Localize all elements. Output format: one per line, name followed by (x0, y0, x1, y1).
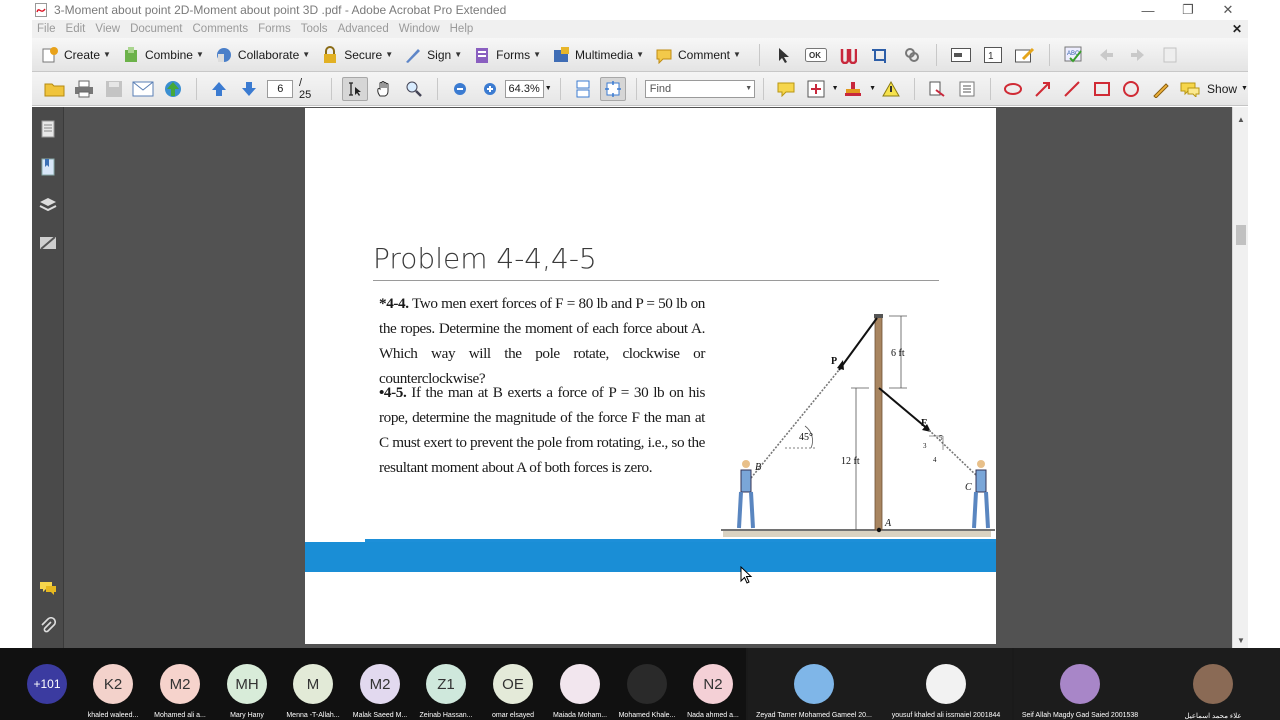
participant-name: Malak Saeed M... (352, 712, 408, 719)
forms-task-button[interactable]: Forms ▼ (472, 45, 541, 65)
label-6ft: 6 ft (891, 348, 905, 359)
avatar (794, 664, 834, 704)
forms-icon (472, 45, 492, 65)
menu-advanced[interactable]: Advanced (337, 23, 389, 35)
avatar: OE (493, 664, 533, 704)
pole-cap (874, 314, 883, 318)
scroll-thumb[interactable] (1236, 225, 1246, 245)
document-properties-icon[interactable] (1158, 43, 1182, 67)
comment-icon (654, 45, 674, 65)
participant-video-tile[interactable] (880, 648, 1012, 720)
problem-4-4-text (379, 291, 705, 391)
line-tool-icon[interactable] (1060, 77, 1086, 101)
crop-icon[interactable] (868, 43, 892, 67)
participant-name: Menna -T-Allah... (286, 712, 340, 719)
show-dropdown-icon[interactable]: ▼ (1241, 85, 1248, 92)
man-b (739, 460, 753, 528)
participant-name: Mohamed ali a... (154, 712, 206, 719)
pdf-icon (34, 3, 48, 17)
lock-icon (320, 45, 340, 65)
edit-form-icon[interactable] (1013, 43, 1037, 67)
bookmarks-panel-icon[interactable] (38, 157, 58, 177)
participant-name: yousuf khaled ali issmaiel 2001844 (891, 712, 1001, 719)
select-text-tool-icon[interactable] (342, 77, 368, 101)
participant-video-tile[interactable] (1146, 648, 1280, 720)
problem-4-4-number: *4-4. (379, 295, 409, 312)
upload-icon[interactable] (160, 77, 186, 101)
multimedia-icon (551, 45, 571, 65)
participant-tile[interactable] (80, 648, 146, 720)
menu-file[interactable]: File (37, 23, 56, 35)
point-a-marker (877, 528, 881, 532)
title-bar (32, 0, 1248, 20)
participant-name: Seif Allah Magdy Gad Saied 2001538 (1021, 712, 1139, 719)
next-view-icon[interactable] (1126, 43, 1150, 67)
participant-name: Nada ahmed a... (687, 712, 739, 719)
oval-tool-icon[interactable] (1119, 77, 1145, 101)
label-f: F (921, 418, 928, 429)
svg-text:1: 1 (987, 50, 994, 62)
participant-name: Zeinab Hassan... (419, 712, 473, 719)
sign-label: Sign (427, 47, 452, 62)
scroll-up-icon[interactable]: ▲ (1237, 114, 1245, 124)
comments-panel-icon[interactable] (38, 578, 58, 598)
rope-c (929, 430, 977, 476)
multimedia-task-button[interactable]: Multimedia ▼ (551, 45, 644, 65)
page-total: / 25 (299, 76, 312, 101)
label-p: P (831, 356, 838, 367)
participant-tile[interactable] (214, 648, 280, 720)
force-p-head (837, 360, 844, 370)
vertical-scrollbar[interactable] (1232, 107, 1248, 648)
sign-task-button[interactable]: Sign ▼ (403, 45, 462, 65)
tasks-toolbar (32, 38, 1248, 72)
secure-label: Secure (344, 47, 383, 62)
numbered-field-icon[interactable] (981, 43, 1005, 67)
cloud-tool-icon[interactable] (1001, 77, 1027, 101)
participant-name: omar elsayed (491, 712, 535, 719)
arrow-tool-icon[interactable] (1030, 77, 1056, 101)
previous-view-icon[interactable] (1094, 43, 1118, 67)
label-slope-5: 5 (939, 434, 943, 442)
label-slope-4: 4 (933, 456, 937, 464)
problem-4-5-number: •4-5. (379, 384, 407, 401)
participant-name: Zeyad Tamer Mohamed Gameel 20... (756, 712, 872, 719)
signatures-panel-icon[interactable] (38, 233, 58, 253)
page-number-input[interactable]: 6 (267, 80, 293, 98)
comment-task-button[interactable]: Comment ▼ (654, 45, 741, 65)
problem-4-5-body: If the man at B exerts a force of P = 30 lb on his rope, determine the magnitude of the force F the man at C must exert to prevent the pole from rotating, i.e., so the resultant moment about A of both forces is zero. (379, 384, 705, 476)
participant-name: khaled waleed... (87, 712, 139, 719)
fit-page-icon[interactable] (600, 77, 626, 101)
avatar (926, 664, 966, 704)
combine-icon (121, 45, 141, 65)
pdf-page (305, 108, 996, 644)
restore-button[interactable]: ❐ (1182, 2, 1194, 17)
participant-tile[interactable] (147, 648, 213, 720)
collaborate-label: Collaborate (237, 47, 300, 62)
avatar (1193, 664, 1233, 704)
participant-tile[interactable] (680, 648, 746, 720)
avatar: MH (227, 664, 267, 704)
menu-comments[interactable]: Comments (192, 23, 249, 35)
combine-label: Combine (144, 47, 193, 62)
pages-panel-icon[interactable] (38, 119, 58, 139)
label-a: A (885, 518, 892, 529)
print-icon[interactable] (72, 77, 98, 101)
participant-video-tile[interactable] (748, 648, 880, 720)
minimize-button[interactable]: — (1141, 2, 1155, 18)
create-icon (40, 45, 60, 65)
scroll-down-icon[interactable]: ▼ (1237, 635, 1245, 645)
hand-tool-icon[interactable] (372, 77, 398, 101)
attach-file-icon[interactable] (925, 77, 951, 101)
mouse-cursor-icon (740, 566, 754, 586)
select-arrow-icon[interactable] (772, 43, 796, 67)
label-c: C (965, 482, 972, 493)
label-12ft: 12 ft (841, 456, 860, 467)
man-c (974, 460, 988, 528)
menu-window[interactable]: Window (398, 23, 440, 35)
zoom-out-icon[interactable] (448, 77, 474, 101)
menu-bar (32, 20, 1248, 38)
find-input[interactable] (645, 80, 755, 98)
stamp-dropdown-icon[interactable]: ▼ (869, 85, 877, 92)
comment-label: Comment (677, 47, 730, 62)
multimedia-label: Multimedia (575, 47, 634, 62)
participant-tile[interactable] (280, 648, 346, 720)
participant-tile[interactable] (413, 648, 479, 720)
avatar (1060, 664, 1100, 704)
collaborate-task-button[interactable]: Collaborate ▼ (214, 45, 310, 65)
avatar: M2 (160, 664, 200, 704)
navigation-toolbar (32, 72, 1248, 106)
show-comments-icon[interactable] (1178, 77, 1204, 101)
participant-tile[interactable] (347, 648, 413, 720)
create-task-button[interactable]: Create ▼ (40, 45, 111, 65)
label-slope-3: 3 (923, 442, 927, 450)
close-document-icon[interactable]: ✕ (1231, 22, 1242, 36)
problem-4-4-body: Two men exert forces of F = 80 lb and P = 50 lb on the ropes. Determine the moment of each force about A. Which way will the pole rotate, clockwise or counterclockwise? (379, 295, 706, 387)
participant-name: Maiada Moham... (552, 712, 608, 719)
pole-figure (719, 308, 996, 548)
show-label[interactable]: Show (1207, 81, 1238, 96)
svg-text:OK: OK (808, 50, 821, 60)
ground-shading (723, 531, 991, 537)
zoom-level-input[interactable]: 64.3% (505, 80, 544, 98)
create-label: Create (64, 47, 101, 62)
label-45-degrees: 45° (799, 432, 813, 443)
menu-document[interactable]: Document (130, 23, 183, 35)
force-p-arrow (839, 318, 877, 370)
zoom-dropdown-icon[interactable]: ▼ (544, 85, 552, 92)
combine-task-button[interactable]: Combine ▼ (121, 45, 204, 65)
close-button[interactable]: ✕ (1222, 2, 1234, 17)
text-box-icon[interactable] (954, 77, 980, 101)
label-b: B (755, 462, 762, 473)
save-icon[interactable] (101, 77, 127, 101)
avatar: N2 (693, 664, 733, 704)
spell-check-icon[interactable] (1062, 43, 1086, 67)
avatar (627, 664, 667, 704)
avatar: M2 (360, 664, 400, 704)
avatar: M (293, 664, 333, 704)
participant-name: Mary Hany (230, 712, 264, 719)
link-icon[interactable] (900, 43, 924, 67)
svg-text:ABC: ABC (1066, 50, 1080, 57)
more-participants-button[interactable]: +101 (27, 664, 67, 704)
previous-page-icon[interactable] (206, 77, 232, 101)
secure-task-button[interactable]: Secure ▼ (320, 45, 393, 65)
text-field-icon[interactable] (949, 43, 973, 67)
find-dropdown-icon[interactable]: ▼ (745, 85, 753, 92)
layers-panel-icon[interactable] (38, 195, 58, 215)
rope-b (751, 370, 839, 478)
avatar (560, 664, 600, 704)
rectangle-tool-icon[interactable] (1089, 77, 1115, 101)
pen-icon (403, 45, 423, 65)
page-title: Problem 4-4,4-5 (373, 242, 597, 275)
navigation-panel (32, 107, 64, 648)
problem-4-5-text (379, 380, 705, 480)
forms-label: Forms (496, 47, 531, 62)
open-folder-icon[interactable] (42, 77, 68, 101)
collaborate-icon (214, 45, 234, 65)
window-title: 3-Moment about point 2D-Moment about point 3D .pdf - Adobe Acrobat Pro Extended (54, 3, 507, 17)
pole (875, 316, 882, 530)
sticky-note-icon[interactable] (774, 77, 800, 101)
highlight-text-icon[interactable] (878, 77, 904, 101)
text-edits-icon[interactable] (803, 77, 829, 101)
touchup-icon[interactable] (836, 43, 860, 67)
find-placeholder: Find (649, 82, 672, 95)
avatar: K2 (93, 664, 133, 704)
slide-footer-band (305, 542, 996, 572)
attachments-panel-icon[interactable] (38, 616, 58, 636)
next-page-icon[interactable] (236, 77, 262, 101)
menu-help[interactable]: Help (449, 23, 474, 35)
text-edits-dropdown-icon[interactable]: ▼ (831, 85, 839, 92)
zoom-tool-icon[interactable] (401, 77, 427, 101)
pencil-tool-icon[interactable] (1148, 77, 1174, 101)
participant-tile[interactable] (614, 648, 680, 720)
participant-tile[interactable] (547, 648, 613, 720)
menu-edit[interactable]: Edit (65, 23, 86, 35)
participant-video-tile[interactable] (1014, 648, 1146, 720)
title-divider (373, 280, 939, 281)
zoom-in-icon[interactable] (477, 77, 503, 101)
scrolling-mode-icon[interactable] (571, 77, 597, 101)
menu-tools[interactable]: Tools (300, 23, 328, 35)
participant-name: Mohamed Khale... (618, 712, 676, 719)
menu-forms[interactable]: Forms (258, 23, 291, 35)
ok-button-icon[interactable] (804, 43, 828, 67)
participant-name: علاء محمد اسماعيل (1184, 713, 1242, 720)
avatar: Z1 (426, 664, 466, 704)
menu-view[interactable]: View (95, 23, 121, 35)
email-icon[interactable] (131, 77, 157, 101)
participant-tile[interactable] (480, 648, 546, 720)
stamp-icon[interactable] (841, 77, 867, 101)
